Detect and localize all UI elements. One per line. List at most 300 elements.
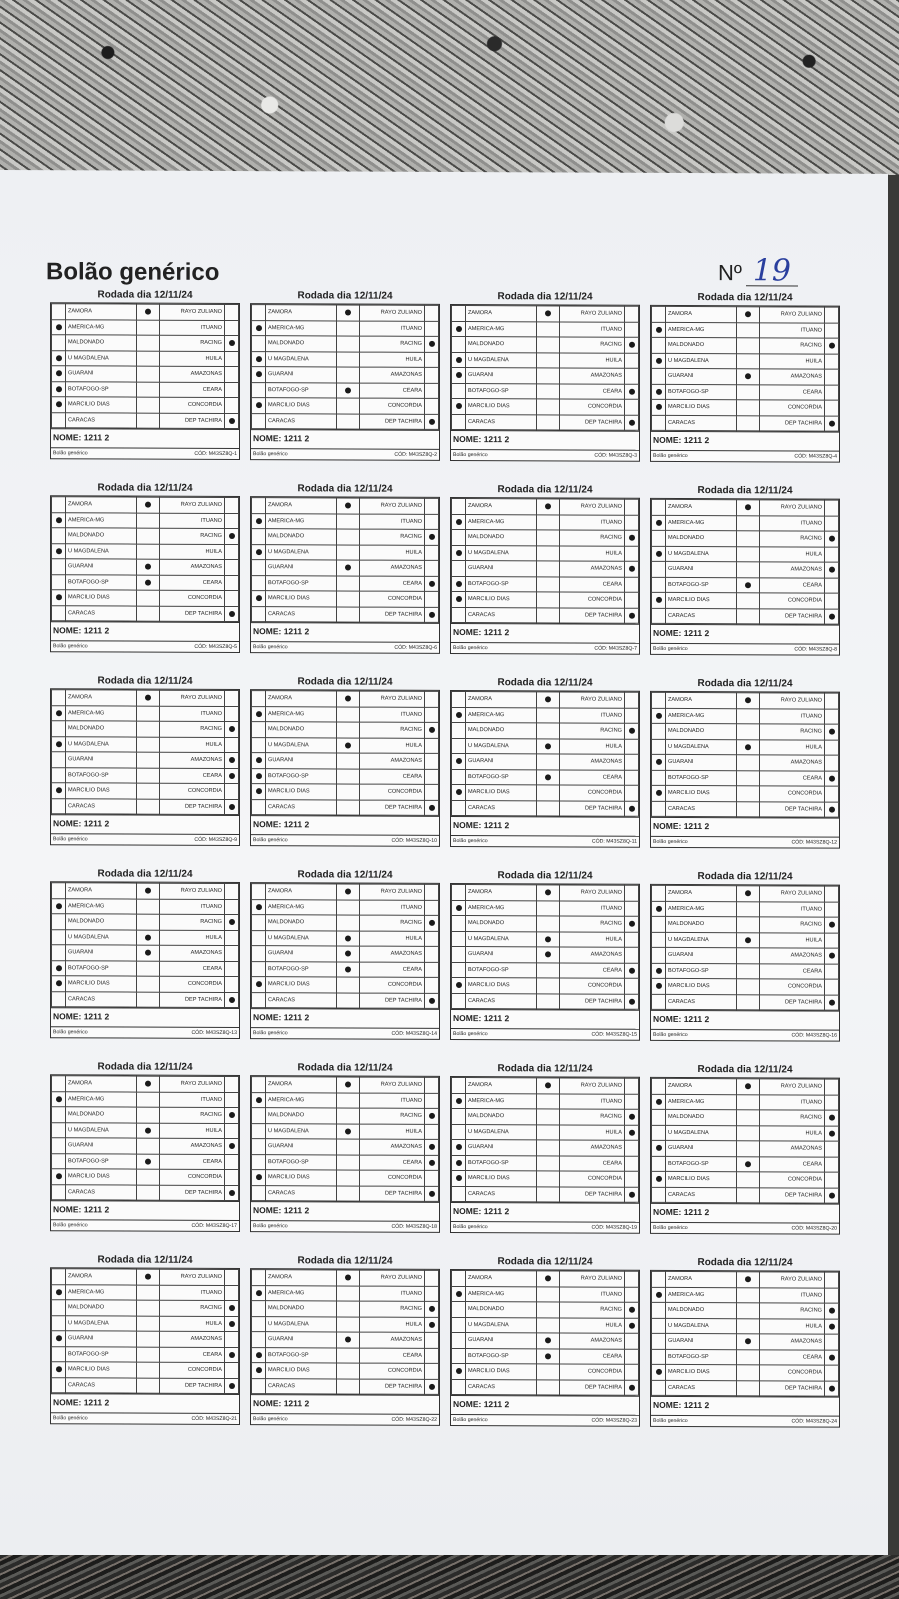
draw-pick-cell bbox=[337, 305, 360, 321]
away-pick-cell bbox=[225, 1378, 239, 1394]
game-row bbox=[452, 398, 639, 414]
away-pick-cell bbox=[625, 1078, 639, 1094]
home-pick-cell bbox=[452, 1363, 466, 1379]
pick-mark-icon bbox=[429, 1383, 435, 1389]
pick-mark-icon bbox=[656, 404, 662, 410]
home-pick-cell bbox=[652, 368, 666, 384]
away-pick-cell bbox=[425, 769, 439, 785]
ticket-name: NOME: 1211 2 bbox=[51, 1393, 239, 1413]
game-row bbox=[652, 353, 839, 369]
draw-pick-cell bbox=[137, 1269, 160, 1285]
away-team: AMAZONAS bbox=[360, 367, 425, 383]
ticket-code-number: 22 bbox=[431, 1416, 437, 1423]
away-pick-cell bbox=[225, 914, 239, 930]
ticket-box bbox=[250, 882, 440, 1040]
pick-mark-icon bbox=[456, 403, 462, 409]
games-table bbox=[251, 1076, 439, 1202]
pick-mark-icon bbox=[456, 325, 462, 331]
draw-pick-cell bbox=[137, 1378, 160, 1394]
away-pick-cell bbox=[425, 305, 439, 321]
ticket-code-number: 10 bbox=[431, 837, 437, 844]
away-pick-cell bbox=[425, 336, 439, 352]
home-pick-cell bbox=[52, 528, 66, 544]
away-team: DEP TACHIRA bbox=[560, 607, 625, 623]
draw-pick-cell bbox=[537, 1302, 560, 1318]
draw-pick-cell bbox=[537, 916, 560, 932]
game-row bbox=[452, 1332, 639, 1348]
away-pick-cell bbox=[425, 398, 439, 414]
home-pick-cell bbox=[52, 960, 66, 976]
away-team: HUILA bbox=[760, 546, 825, 562]
away-team: RACING bbox=[760, 917, 825, 933]
draw-pick-cell bbox=[737, 400, 760, 416]
ticket-code-prefix: CÓD: M43SZ8Q- bbox=[391, 837, 432, 844]
away-team: CONCORDIA bbox=[360, 1170, 425, 1186]
ticket-box bbox=[650, 691, 840, 849]
pick-mark-icon bbox=[545, 1353, 551, 1359]
draw-pick-cell bbox=[537, 707, 560, 723]
game-row bbox=[452, 1077, 639, 1093]
home-team: GUARANI bbox=[666, 561, 737, 577]
away-team: HUILA bbox=[360, 1124, 425, 1140]
home-pick-cell bbox=[452, 352, 466, 368]
ticket-footer-brand: Bolão genérico bbox=[653, 645, 688, 653]
home-pick-cell bbox=[452, 321, 466, 337]
ticket-card bbox=[50, 481, 240, 675]
draw-pick-cell bbox=[137, 1107, 160, 1123]
home-team: BOTAFOGO-SP bbox=[466, 962, 537, 978]
home-team: GUARANI bbox=[466, 1140, 537, 1156]
game-row bbox=[52, 1300, 239, 1316]
game-row bbox=[652, 916, 839, 932]
ticket-box bbox=[250, 1075, 440, 1233]
draw-pick-cell bbox=[737, 1334, 760, 1350]
game-row bbox=[252, 768, 439, 784]
draw-pick-cell bbox=[337, 768, 360, 784]
home-team: ZAMORA bbox=[66, 1269, 137, 1285]
games-table bbox=[251, 497, 439, 623]
home-team: GUARANI bbox=[66, 945, 137, 961]
home-pick-cell bbox=[52, 898, 66, 914]
game-row bbox=[252, 1378, 439, 1394]
draw-pick-cell bbox=[337, 1301, 360, 1317]
away-pick-cell bbox=[825, 1334, 839, 1350]
game-row bbox=[652, 1125, 839, 1141]
home-team: AMERICA-MG bbox=[66, 319, 137, 335]
pick-mark-icon bbox=[56, 1335, 62, 1341]
pick-mark-icon bbox=[345, 387, 351, 393]
draw-pick-cell bbox=[537, 1379, 560, 1395]
pick-mark-icon bbox=[456, 1159, 462, 1165]
ticket-footer bbox=[451, 1221, 639, 1233]
pick-mark-icon bbox=[745, 697, 751, 703]
games-table bbox=[651, 1271, 839, 1397]
away-pick-cell bbox=[225, 1138, 239, 1154]
home-pick-cell bbox=[52, 1346, 66, 1362]
home-team: ZAMORA bbox=[466, 885, 537, 901]
away-pick-cell bbox=[825, 385, 839, 401]
ticket-box bbox=[650, 498, 840, 656]
home-team: GUARANI bbox=[266, 367, 337, 383]
pick-mark-icon bbox=[745, 1338, 751, 1344]
away-pick-cell bbox=[425, 321, 439, 337]
ticket-code-prefix: CÓD: M43SZ8Q- bbox=[191, 1222, 232, 1230]
draw-pick-cell bbox=[137, 914, 160, 930]
game-row bbox=[52, 1169, 239, 1185]
pick-mark-icon bbox=[829, 1308, 835, 1314]
pick-mark-icon bbox=[456, 1368, 462, 1374]
ticket-name: NOME: 1211 2 bbox=[51, 621, 239, 641]
ticket-name: NOME: 1211 2 bbox=[51, 1007, 239, 1027]
away-team: CEARA bbox=[360, 576, 425, 592]
pick-mark-icon bbox=[456, 1175, 462, 1181]
away-team: CEARA bbox=[560, 576, 625, 592]
draw-pick-cell bbox=[137, 961, 160, 977]
pick-mark-icon bbox=[229, 1320, 235, 1326]
away-team: RACING bbox=[160, 335, 225, 351]
home-pick-cell bbox=[52, 1331, 66, 1347]
pick-mark-icon bbox=[56, 980, 62, 986]
game-row bbox=[52, 1362, 239, 1378]
away-team: HUILA bbox=[360, 352, 425, 368]
pick-mark-icon bbox=[629, 612, 635, 618]
pick-mark-icon bbox=[429, 580, 435, 586]
pick-mark-icon bbox=[429, 1306, 435, 1312]
pick-mark-icon bbox=[656, 967, 662, 973]
ticket-code bbox=[391, 838, 437, 844]
ticket-code-prefix: CÓD: M43SZ8Q- bbox=[594, 452, 635, 459]
home-pick-cell bbox=[252, 799, 266, 815]
away-team: RAYO ZULIANO bbox=[160, 304, 225, 320]
game-row bbox=[252, 691, 439, 707]
draw-pick-cell bbox=[537, 576, 560, 592]
draw-pick-cell bbox=[537, 1317, 560, 1333]
draw-pick-cell bbox=[537, 1286, 560, 1302]
draw-pick-cell bbox=[337, 591, 360, 607]
away-team: CEARA bbox=[560, 1155, 625, 1171]
pick-mark-icon bbox=[56, 401, 62, 407]
draw-pick-cell bbox=[337, 398, 360, 414]
away-team: CEARA bbox=[160, 1347, 225, 1363]
away-team: CONCORDIA bbox=[160, 397, 225, 413]
ticket-code bbox=[591, 1032, 637, 1038]
away-pick-cell bbox=[825, 1381, 839, 1397]
game-row bbox=[652, 561, 839, 577]
game-row bbox=[452, 352, 639, 368]
ticket-name: NOME: 1211 2 bbox=[51, 428, 239, 448]
away-team: RACING bbox=[760, 338, 825, 354]
away-pick-cell bbox=[825, 995, 839, 1011]
home-pick-cell bbox=[52, 1315, 66, 1331]
ticket-footer bbox=[451, 1414, 639, 1426]
draw-pick-cell bbox=[337, 799, 360, 815]
game-row bbox=[452, 1301, 639, 1317]
games-table bbox=[451, 1077, 639, 1203]
draw-pick-cell bbox=[537, 931, 560, 947]
pick-mark-icon bbox=[629, 1114, 635, 1120]
away-team: RAYO ZULIANO bbox=[560, 1271, 625, 1287]
ticket-round-title: Rodada dia 12/11/24 bbox=[497, 677, 593, 689]
away-team: DEP TACHIRA bbox=[760, 1187, 825, 1203]
draw-pick-cell bbox=[737, 384, 760, 400]
pick-mark-icon bbox=[629, 1322, 635, 1328]
games-table bbox=[651, 499, 839, 625]
ticket-code bbox=[194, 837, 237, 843]
ticket-footer bbox=[651, 450, 839, 462]
number-label: Nº bbox=[718, 260, 742, 286]
ticket-name: NOME: 1211 2 bbox=[451, 1009, 639, 1029]
home-team: CARACAS bbox=[66, 798, 137, 814]
away-team: HUILA bbox=[160, 737, 225, 753]
away-team: ITUANO bbox=[560, 1286, 625, 1302]
away-pick-cell bbox=[625, 692, 639, 708]
away-team: AMAZONAS bbox=[760, 562, 825, 578]
ticket-card bbox=[450, 869, 640, 1063]
home-pick-cell bbox=[652, 1364, 666, 1380]
away-pick-cell bbox=[225, 992, 239, 1008]
ticket-footer-brand: Bolão genérico bbox=[653, 1031, 688, 1039]
home-team: GUARANI bbox=[466, 368, 537, 384]
away-pick-cell bbox=[625, 754, 639, 770]
draw-pick-cell bbox=[337, 930, 360, 946]
pick-mark-icon bbox=[656, 905, 662, 911]
home-team: ZAMORA bbox=[266, 691, 337, 707]
home-pick-cell bbox=[52, 783, 66, 799]
home-pick-cell bbox=[452, 514, 466, 530]
draw-pick-cell bbox=[537, 723, 560, 739]
home-team: AMERICA-MG bbox=[266, 1285, 337, 1301]
ticket-round-title: Rodada dia 12/11/24 bbox=[97, 868, 193, 880]
away-team: ITUANO bbox=[760, 1094, 825, 1110]
game-row bbox=[452, 1170, 639, 1186]
home-pick-cell bbox=[252, 1154, 266, 1170]
home-team: ZAMORA bbox=[266, 1270, 337, 1286]
away-pick-cell bbox=[825, 1350, 839, 1366]
game-row bbox=[452, 1155, 639, 1171]
away-pick-cell bbox=[625, 577, 639, 593]
home-pick-cell bbox=[52, 1377, 66, 1393]
home-team: MALDONADO bbox=[266, 722, 337, 738]
game-row bbox=[52, 381, 239, 397]
draw-pick-cell bbox=[737, 1110, 760, 1126]
away-pick-cell bbox=[625, 561, 639, 577]
pick-mark-icon bbox=[545, 889, 551, 895]
draw-pick-cell bbox=[537, 947, 560, 963]
away-team: HUILA bbox=[360, 545, 425, 561]
home-pick-cell bbox=[252, 1301, 266, 1317]
ticket-footer bbox=[251, 834, 439, 846]
home-team: ZAMORA bbox=[66, 690, 137, 706]
ticket-footer-brand: Bolão genérico bbox=[653, 1417, 688, 1425]
pick-mark-icon bbox=[145, 564, 151, 570]
home-team: BOTAFOGO-SP bbox=[466, 576, 537, 592]
game-row bbox=[252, 915, 439, 931]
draw-pick-cell bbox=[737, 708, 760, 724]
away-team: CONCORDIA bbox=[360, 784, 425, 800]
ticket-name: NOME: 1211 2 bbox=[251, 429, 439, 449]
game-row bbox=[52, 914, 239, 930]
away-team: CONCORDIA bbox=[760, 979, 825, 995]
away-team: CONCORDIA bbox=[360, 977, 425, 993]
draw-pick-cell bbox=[137, 1076, 160, 1092]
away-team: DEP TACHIRA bbox=[360, 993, 425, 1009]
pick-mark-icon bbox=[629, 967, 635, 973]
pick-mark-icon bbox=[256, 595, 262, 601]
game-row bbox=[52, 412, 239, 428]
home-team: ZAMORA bbox=[266, 305, 337, 321]
home-team: MALDONADO bbox=[466, 1109, 537, 1125]
away-team: ITUANO bbox=[360, 1286, 425, 1302]
game-row bbox=[452, 336, 639, 352]
away-pick-cell bbox=[225, 590, 239, 606]
away-pick-cell bbox=[225, 413, 239, 429]
away-team: AMAZONAS bbox=[560, 947, 625, 963]
pick-mark-icon bbox=[429, 1190, 435, 1196]
game-row bbox=[452, 915, 639, 931]
home-pick-cell bbox=[52, 1184, 66, 1200]
away-pick-cell bbox=[225, 497, 239, 513]
ticket-footer-brand: Bolão genérico bbox=[253, 1030, 288, 1037]
pick-mark-icon bbox=[545, 774, 551, 780]
ticket-code-number: 23 bbox=[631, 1417, 637, 1424]
game-row bbox=[52, 1346, 239, 1362]
pick-mark-icon bbox=[745, 1083, 751, 1089]
game-row bbox=[252, 498, 439, 514]
game-row bbox=[452, 800, 639, 816]
away-team: RAYO ZULIANO bbox=[360, 691, 425, 707]
home-pick-cell bbox=[652, 994, 666, 1010]
away-team: RACING bbox=[760, 1110, 825, 1126]
home-team: AMERICA-MG bbox=[666, 901, 737, 917]
away-pick-cell bbox=[825, 1095, 839, 1111]
home-team: CARACAS bbox=[666, 415, 737, 431]
game-row bbox=[652, 322, 839, 338]
away-pick-cell bbox=[225, 1362, 239, 1378]
home-team: CARACAS bbox=[66, 1377, 137, 1393]
ticket-name: NOME: 1211 2 bbox=[451, 623, 639, 643]
home-pick-cell bbox=[652, 399, 666, 415]
pick-mark-icon bbox=[829, 922, 835, 928]
away-pick-cell bbox=[225, 513, 239, 529]
draw-pick-cell bbox=[137, 304, 160, 320]
game-row bbox=[52, 1107, 239, 1123]
ticket-card bbox=[450, 1255, 640, 1449]
ticket-code-number: 13 bbox=[231, 1030, 237, 1037]
ticket-card bbox=[450, 1062, 640, 1256]
pick-mark-icon bbox=[745, 1276, 751, 1282]
pick-mark-icon bbox=[456, 1290, 462, 1296]
away-team: CEARA bbox=[160, 961, 225, 977]
ticket-card bbox=[250, 1254, 440, 1448]
home-pick-cell bbox=[652, 1078, 666, 1094]
away-pick-cell bbox=[225, 1092, 239, 1108]
game-row bbox=[52, 736, 239, 752]
away-team: CEARA bbox=[160, 575, 225, 591]
pick-mark-icon bbox=[629, 419, 635, 425]
ticket-name: NOME: 1211 2 bbox=[51, 814, 239, 834]
away-team: RACING bbox=[760, 531, 825, 547]
draw-pick-cell bbox=[537, 1124, 560, 1140]
game-row bbox=[252, 706, 439, 722]
ticket-code bbox=[591, 1418, 637, 1424]
home-team: ZAMORA bbox=[666, 692, 737, 708]
away-pick-cell bbox=[425, 529, 439, 545]
home-team: MALDONADO bbox=[266, 1301, 337, 1317]
ticket-box bbox=[250, 1268, 440, 1426]
home-pick-cell bbox=[252, 1270, 266, 1286]
away-team: CEARA bbox=[560, 962, 625, 978]
away-team: HUILA bbox=[360, 1317, 425, 1333]
home-team: U MAGDALENA bbox=[466, 1317, 537, 1333]
game-row bbox=[452, 529, 639, 545]
ticket-footer-brand: Bolão genérico bbox=[53, 1222, 88, 1229]
away-team: RAYO ZULIANO bbox=[160, 497, 225, 513]
away-pick-cell bbox=[625, 322, 639, 338]
pick-mark-icon bbox=[256, 1367, 262, 1373]
games-table bbox=[51, 496, 239, 622]
away-pick-cell bbox=[625, 368, 639, 384]
draw-pick-cell bbox=[337, 1185, 360, 1201]
away-team: RACING bbox=[360, 915, 425, 931]
home-pick-cell bbox=[252, 1108, 266, 1124]
away-team: RAYO ZULIANO bbox=[160, 1076, 225, 1092]
pick-mark-icon bbox=[429, 727, 435, 733]
away-pick-cell bbox=[425, 993, 439, 1009]
home-pick-cell bbox=[452, 722, 466, 738]
game-row bbox=[252, 946, 439, 962]
away-pick-cell bbox=[425, 900, 439, 916]
away-pick-cell bbox=[425, 784, 439, 800]
draw-pick-cell bbox=[737, 739, 760, 755]
draw-pick-cell bbox=[737, 415, 760, 431]
away-team: AMAZONAS bbox=[760, 369, 825, 385]
away-team: HUILA bbox=[160, 1316, 225, 1332]
pick-mark-icon bbox=[229, 1143, 235, 1149]
away-pick-cell bbox=[225, 559, 239, 575]
pick-mark-icon bbox=[429, 1144, 435, 1150]
home-team: AMERICA-MG bbox=[466, 707, 537, 723]
away-team: RAYO ZULIANO bbox=[760, 693, 825, 709]
away-team: ITUANO bbox=[760, 708, 825, 724]
game-row bbox=[452, 946, 639, 962]
home-pick-cell bbox=[52, 1153, 66, 1169]
game-row bbox=[252, 784, 439, 800]
ticket-name: NOME: 1211 2 bbox=[451, 816, 639, 836]
ticket-code-number: 3 bbox=[634, 452, 637, 459]
pick-mark-icon bbox=[229, 772, 235, 778]
away-pick-cell bbox=[825, 307, 839, 323]
home-team: CARACAS bbox=[466, 607, 537, 623]
home-team: GUARANI bbox=[466, 1333, 537, 1349]
draw-pick-cell bbox=[537, 885, 560, 901]
pick-mark-icon bbox=[256, 904, 262, 910]
away-team: RACING bbox=[160, 1300, 225, 1316]
draw-pick-cell bbox=[537, 993, 560, 1009]
away-pick-cell bbox=[425, 800, 439, 816]
pick-mark-icon bbox=[345, 503, 351, 509]
away-team: RAYO ZULIANO bbox=[560, 885, 625, 901]
away-team: CONCORDIA bbox=[760, 786, 825, 802]
game-row bbox=[652, 963, 839, 979]
away-team: CEARA bbox=[560, 769, 625, 785]
away-team: RACING bbox=[160, 914, 225, 930]
pick-mark-icon bbox=[145, 950, 151, 956]
away-pick-cell bbox=[225, 737, 239, 753]
pick-mark-icon bbox=[229, 757, 235, 763]
away-team: CONCORDIA bbox=[160, 1362, 225, 1378]
home-pick-cell bbox=[252, 1170, 266, 1186]
draw-pick-cell bbox=[137, 899, 160, 915]
